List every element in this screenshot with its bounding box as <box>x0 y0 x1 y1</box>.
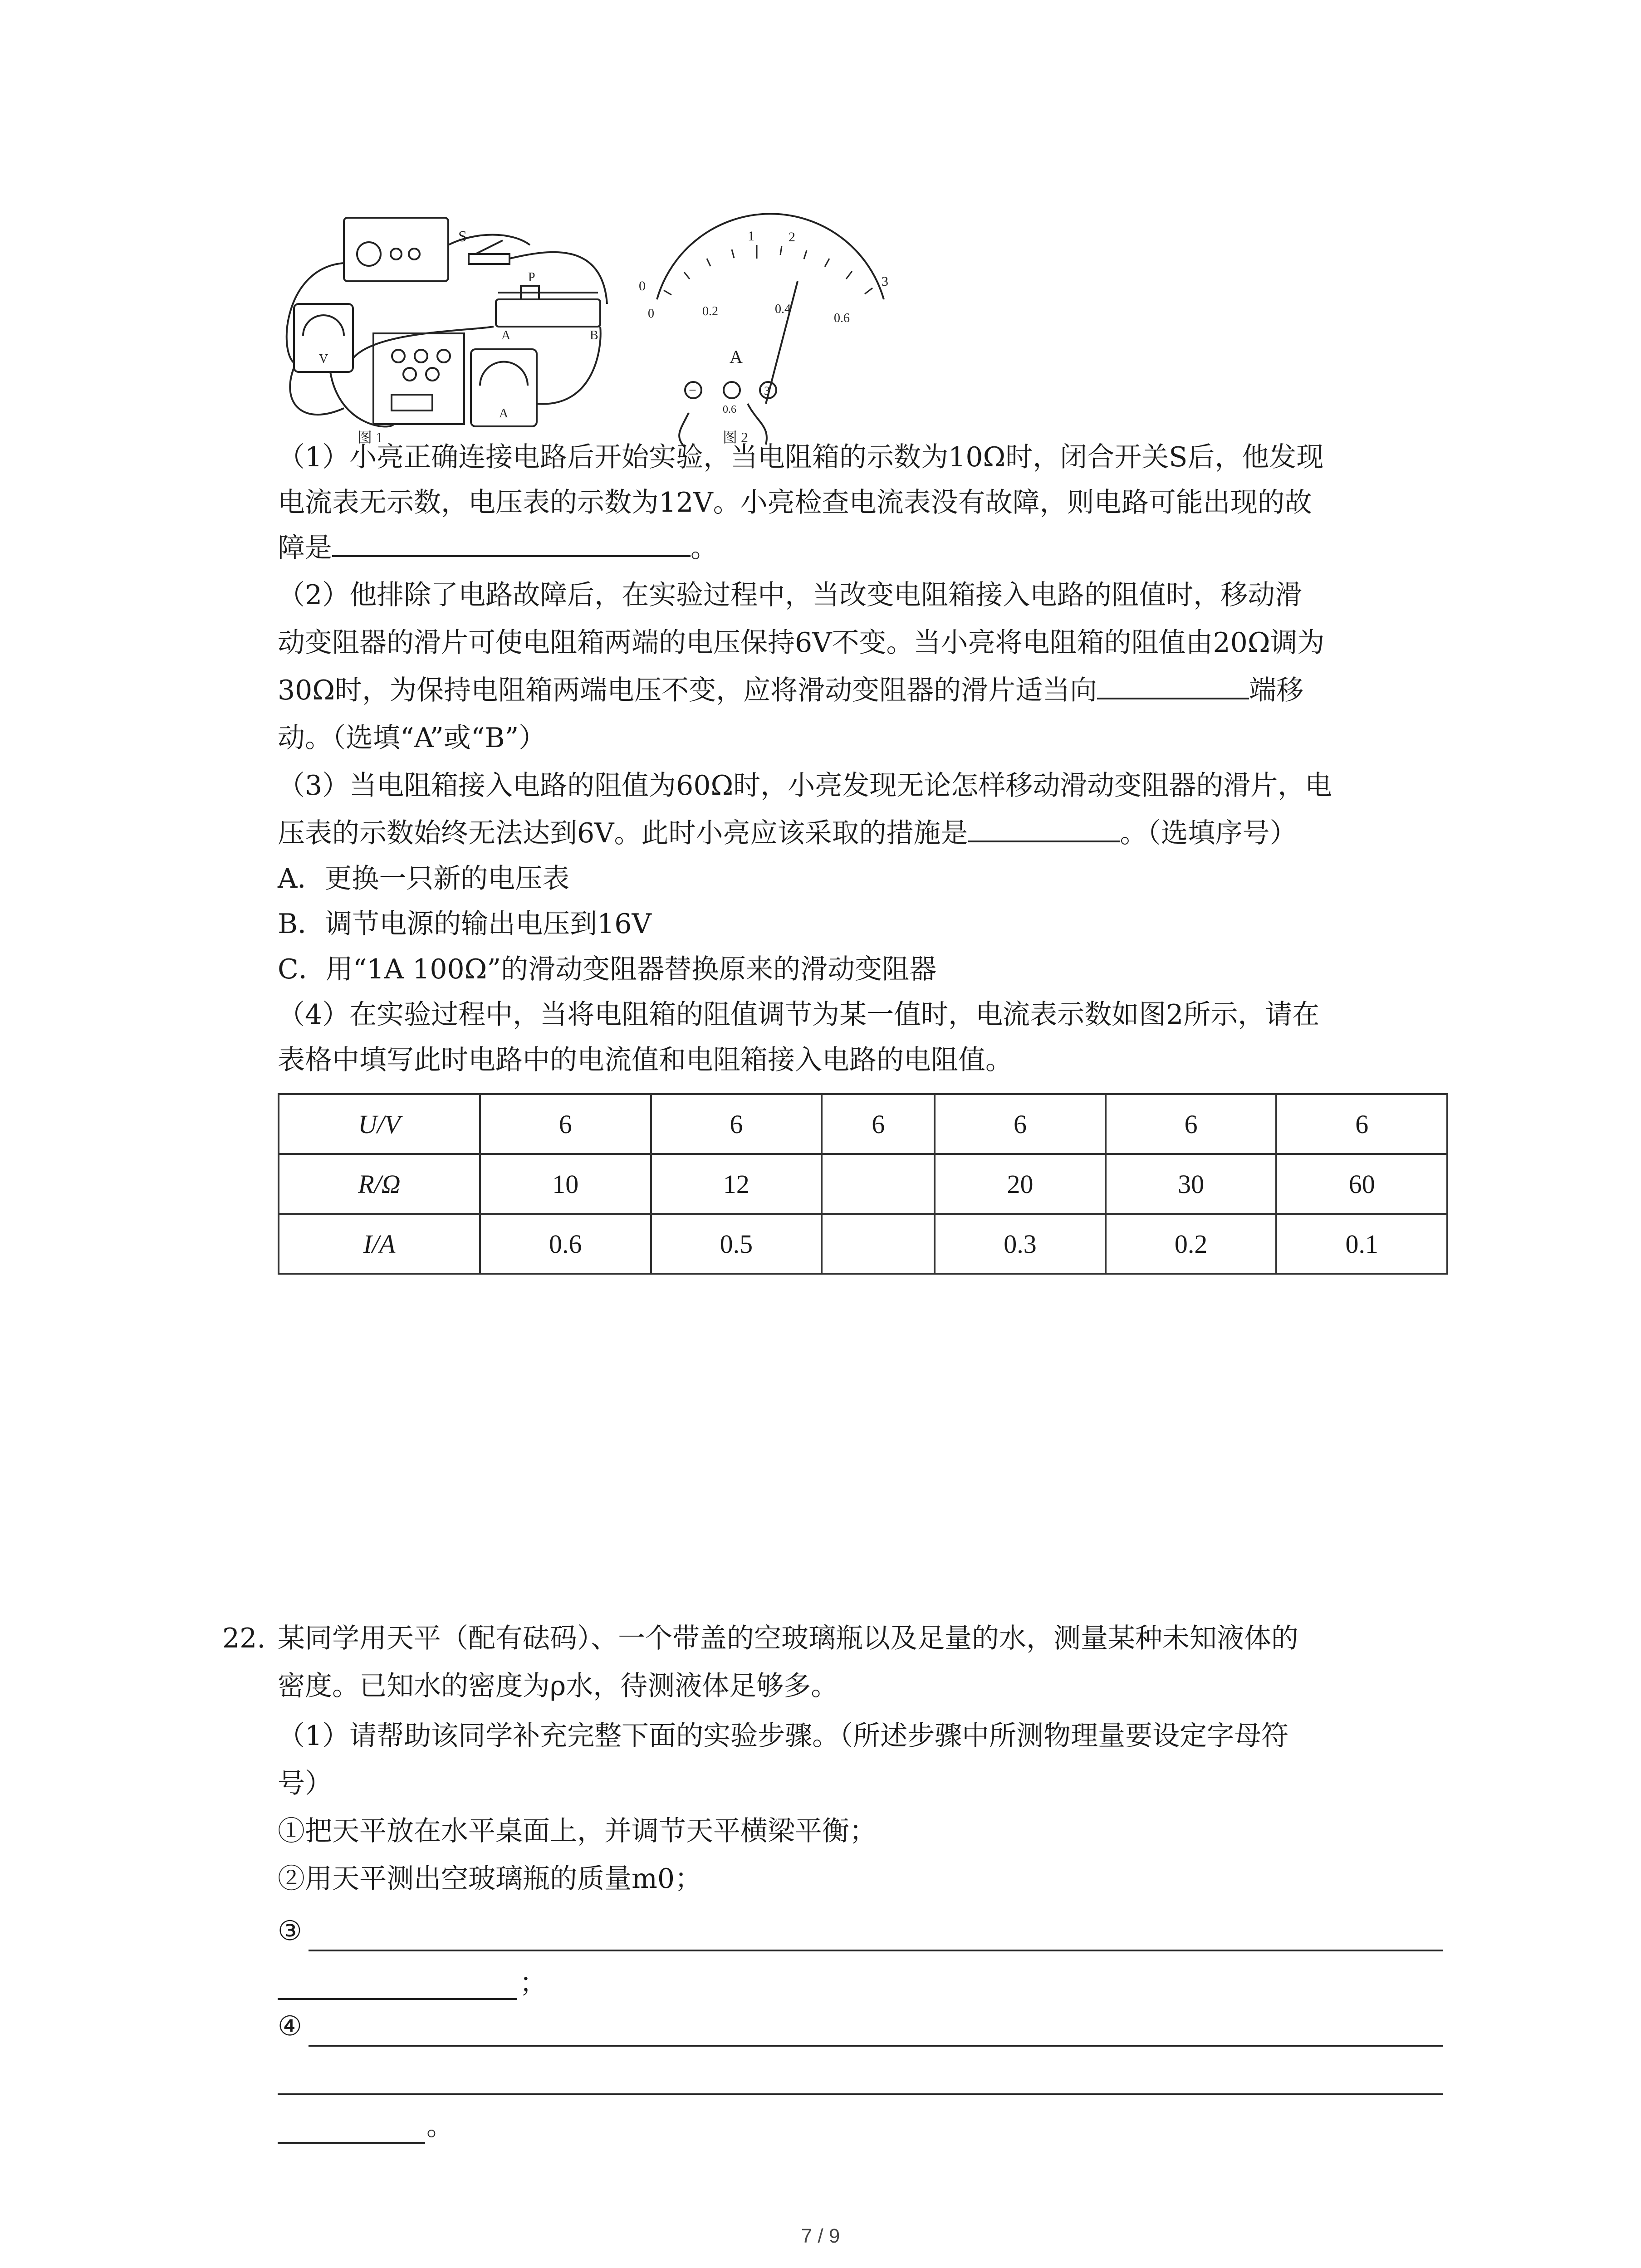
dial-unit-label: A <box>730 347 743 367</box>
q2-line4: 动。（选填“A”或“B”） <box>278 722 546 754</box>
q1-answer-blank[interactable] <box>332 551 691 557</box>
table-cell: 6 <box>651 1094 822 1154</box>
q3-line2-post: 。（选填序号） <box>1120 817 1297 849</box>
q22-step4-end: 。 <box>426 2110 454 2142</box>
q3-line2-pre: 压表的示数始终无法达到6V。此时小亮应该采取的措施是 <box>278 817 968 849</box>
q3-option-b: B．调节电源的输出电压到16V <box>278 908 652 940</box>
dial-outer-0: 0 <box>639 279 646 293</box>
voltmeter-label: V <box>319 352 328 366</box>
terminal-negative-label: − <box>689 383 696 398</box>
dial-inner-0-2: 0.2 <box>702 304 718 318</box>
q22-number: 22. <box>222 1623 266 1654</box>
q22-step3-mark: ③ <box>278 1915 302 1947</box>
table-cell: 12 <box>651 1154 822 1214</box>
step3-answer-line-1[interactable] <box>309 1950 1443 1951</box>
table-head-resistance: R/Ω <box>279 1154 480 1214</box>
data-table <box>278 1093 1448 1275</box>
slider-label: P <box>528 270 535 284</box>
table-row-resistance <box>279 1154 1447 1214</box>
rheostat-b-label: B <box>590 328 598 342</box>
terminal-0-6-label: 0.6 <box>723 404 736 415</box>
table-cell: 0.3 <box>935 1214 1106 1274</box>
page-number: 7 / 9 <box>801 2225 840 2247</box>
q22-step-intro2: 号） <box>278 1768 332 1799</box>
q1-line3-pre: 障是 <box>278 532 332 564</box>
circuit-and-ammeter-diagram <box>276 213 902 449</box>
step4-answer-line-3[interactable] <box>278 2142 425 2144</box>
step4-answer-line-1[interactable] <box>309 2045 1443 2047</box>
dial-inner-0-4: 0.4 <box>775 302 791 316</box>
step4-answer-line-2[interactable] <box>278 2093 1443 2095</box>
q22-line2: 密度。已知水的密度为ρ水，待测液体足够多。 <box>278 1670 838 1702</box>
dial-inner-0: 0 <box>648 307 654 321</box>
dial-inner-0-6: 0.6 <box>834 311 850 325</box>
experiment-figures <box>276 213 902 449</box>
q4-line2: 表格中填写此时电路中的电流值和电阻箱接入电路的电阻值。 <box>278 1044 1013 1076</box>
table-row-voltage <box>279 1094 1447 1154</box>
q3-option-a: A．更换一只新的电压表 <box>278 863 570 894</box>
table-cell: 0.5 <box>651 1214 822 1274</box>
fig1-caption: 图 1 <box>358 429 383 445</box>
rheostat-icon <box>496 299 600 327</box>
q2-line3 <box>278 671 1303 709</box>
table-cell: 60 <box>1276 1154 1447 1214</box>
table-cell: 6 <box>822 1094 935 1154</box>
table-cell: 0.2 <box>1106 1214 1277 1274</box>
ammeter-dial-arc <box>657 214 884 299</box>
q3-answer-blank[interactable] <box>968 836 1120 842</box>
table-cell: 6 <box>480 1094 651 1154</box>
terminal-0-6-icon <box>724 382 740 398</box>
q22-step4-mark: ④ <box>278 2010 302 2042</box>
fig2-caption: 图 2 <box>723 429 749 445</box>
table-cell: 10 <box>480 1154 651 1214</box>
q2-answer-blank[interactable] <box>1097 693 1249 699</box>
table-cell: 30 <box>1106 1154 1277 1214</box>
table-cell: 0.6 <box>480 1214 651 1274</box>
q22-step3-end: ； <box>519 1967 547 1999</box>
q22-step-intro1: （1）请帮助该同学补充完整下面的实验步骤。（所述步骤中所测物理量要设定字母符 <box>278 1720 1289 1752</box>
table-cell: 6 <box>935 1094 1106 1154</box>
dial-ticks <box>664 245 872 295</box>
q1-line1: （1）小亮正确连接电路后开始实验，当电阻箱的示数为10Ω时，闭合开关S后，他发现 <box>278 441 1324 473</box>
switch-icon <box>469 254 509 264</box>
q22-step2: ②用天平测出空玻璃瓶的质量m0； <box>278 1863 702 1895</box>
q4-line1: （4）在实验过程中，当将电阻箱的阻值调节为某一值时，电流表示数如图2所示，请在 <box>278 999 1320 1031</box>
switch-label: S <box>458 228 467 245</box>
step3-answer-line-2[interactable] <box>278 1998 517 2000</box>
q22-step1: ①把天平放在水平桌面上，并调节天平横梁平衡； <box>278 1815 877 1847</box>
q1-line2: 电流表无示数，电压表的示数为12V。小亮检查电流表没有故障，则电路可能出现的故 <box>278 487 1312 518</box>
table-cell: 6 <box>1106 1094 1277 1154</box>
table-cell: 6 <box>1276 1094 1447 1154</box>
q1-line3-post: 。 <box>691 532 718 564</box>
rheostat-a-label: A <box>501 328 511 342</box>
q1-line3 <box>278 529 718 567</box>
table-head-voltage: U/V <box>279 1094 480 1154</box>
dial-outer-2: 2 <box>789 230 795 244</box>
q2-line3-pre: 30Ω时，为保持电阻箱两端电压不变，应将滑动变阻器的滑片适当向 <box>278 675 1097 706</box>
q3-line2 <box>278 814 1297 852</box>
table-cell-answer-current[interactable] <box>822 1214 935 1274</box>
dial-outer-1: 1 <box>748 229 754 244</box>
q3-option-c: C．用“1A 100Ω”的滑动变阻器替换原来的滑动变阻器 <box>278 953 937 985</box>
table-row-current <box>279 1214 1447 1274</box>
q3-line1: （3）当电阻箱接入电路的阻值为60Ω时，小亮发现无论怎样移动滑动变阻器的滑片，电 <box>278 770 1332 802</box>
table-cell-answer-resistance[interactable] <box>822 1154 935 1214</box>
table-cell: 0.1 <box>1276 1214 1447 1274</box>
terminal-3-label: 3 <box>764 384 770 397</box>
dial-outer-3: 3 <box>882 274 888 289</box>
table-cell: 20 <box>935 1154 1106 1214</box>
q2-line3-post: 端移 <box>1249 675 1304 706</box>
table-head-current: I/A <box>279 1214 480 1274</box>
ammeter-label: A <box>499 406 509 420</box>
q2-line2: 动变阻器的滑片可使电阻箱两端的电压保持6V不变。当小亮将电阻箱的阻值由20Ω调为 <box>278 627 1325 659</box>
q2-line1: （2）他排除了电路故障后，在实验过程中，当改变电阻箱接入电路的阻值时，移动滑 <box>278 579 1303 611</box>
q22-line1: 某同学用天平（配有砝码）、一个带盖的空玻璃瓶以及足量的水，测量某种未知液体的 <box>278 1623 1298 1654</box>
